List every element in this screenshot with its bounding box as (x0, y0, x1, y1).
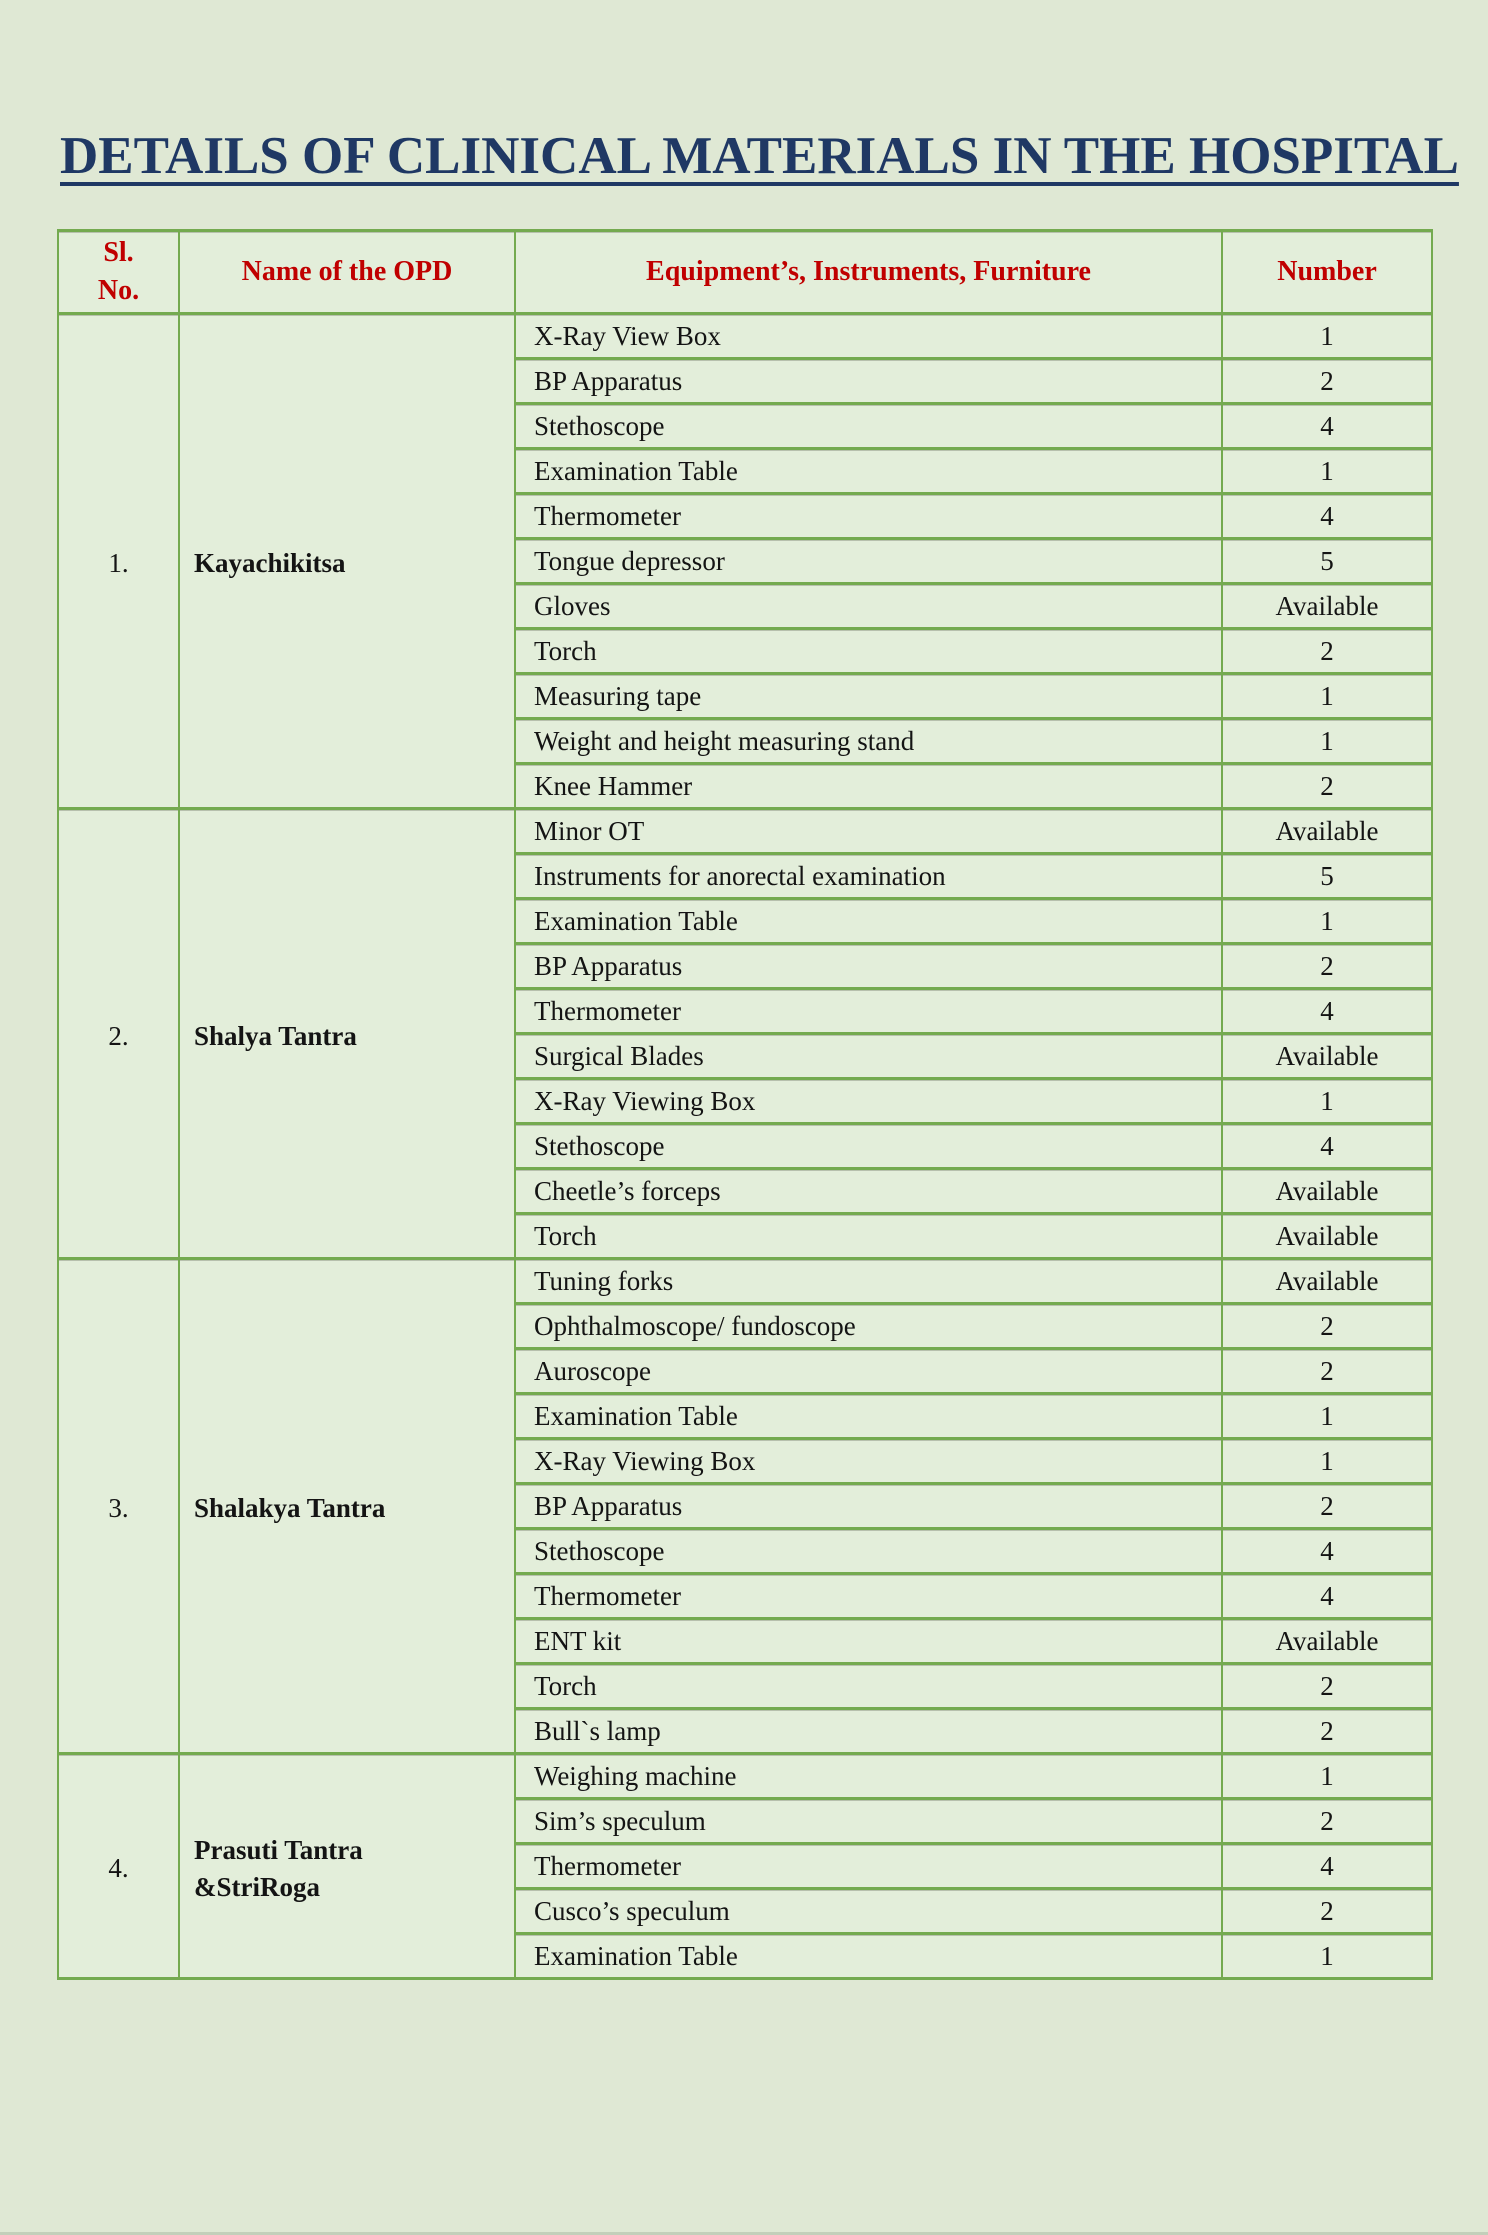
sl-no-cell: 3. (58, 1259, 179, 1754)
opd-name-line: Kayachikitsa (194, 548, 346, 579)
equipment-cell: Tongue depressor (515, 539, 1222, 584)
number-cell: 2 (1222, 359, 1432, 404)
equipment-cell: BP Apparatus (515, 1484, 1222, 1529)
number-cell: 4 (1222, 1574, 1432, 1619)
equipment-cell: X-Ray Viewing Box (515, 1079, 1222, 1124)
table-body (58, 314, 1432, 1979)
opd-name-cell (179, 314, 515, 809)
equipment-cell: X-Ray View Box (515, 314, 1222, 359)
equipment-cell: Thermometer (515, 989, 1222, 1034)
number-cell: 2 (1222, 1664, 1432, 1709)
equipment-cell: Measuring tape (515, 674, 1222, 719)
opd-name-cell (179, 1754, 515, 1979)
page-title: DETAILS OF CLINICAL MATERIALS IN THE HOSPITAL (60, 127, 1459, 185)
opd-name-cell (179, 809, 515, 1259)
number-cell: 1 (1222, 1439, 1432, 1484)
header-number: Number (1222, 231, 1432, 314)
number-cell: Available (1222, 1169, 1432, 1214)
number-cell: 4 (1222, 989, 1432, 1034)
opd-name-line: &StriRoga (194, 1871, 320, 1902)
equipment-cell: Stethoscope (515, 1529, 1222, 1574)
equipment-cell: Thermometer (515, 494, 1222, 539)
number-cell: Available (1222, 1214, 1432, 1259)
table-row (58, 1754, 1432, 1799)
number-cell: 2 (1222, 764, 1432, 809)
equipment-cell: Examination Table (515, 449, 1222, 494)
header-equipment: Equipment’s, Instruments, Furniture (515, 231, 1222, 314)
equipment-cell: BP Apparatus (515, 359, 1222, 404)
table-row (58, 314, 1432, 359)
number-cell: 1 (1222, 1754, 1432, 1799)
number-cell: 4 (1222, 494, 1432, 539)
equipment-cell: Weighing machine (515, 1754, 1222, 1799)
equipment-cell: Torch (515, 1214, 1222, 1259)
number-cell: 2 (1222, 1304, 1432, 1349)
equipment-cell: Stethoscope (515, 404, 1222, 449)
number-cell: 1 (1222, 1079, 1432, 1124)
equipment-cell: Gloves (515, 584, 1222, 629)
equipment-cell: Thermometer (515, 1844, 1222, 1889)
number-cell: 5 (1222, 539, 1432, 584)
equipment-cell: Examination Table (515, 899, 1222, 944)
header-sl-no (58, 231, 179, 314)
number-cell: Available (1222, 1034, 1432, 1079)
equipment-cell: Knee Hammer (515, 764, 1222, 809)
equipment-cell: X-Ray Viewing Box (515, 1439, 1222, 1484)
number-cell: 1 (1222, 899, 1432, 944)
sl-no-cell: 1. (58, 314, 179, 809)
opd-name-line: Shalya Tantra (194, 1020, 357, 1051)
clinical-materials-table (57, 229, 1433, 1980)
number-cell: 2 (1222, 1889, 1432, 1934)
sl-no-cell: 4. (58, 1754, 179, 1979)
number-cell: 2 (1222, 1349, 1432, 1394)
equipment-cell: Torch (515, 1664, 1222, 1709)
number-cell: 1 (1222, 719, 1432, 764)
number-cell: 1 (1222, 314, 1432, 359)
equipment-cell: Ophthalmoscope/ fundoscope (515, 1304, 1222, 1349)
number-cell: 2 (1222, 944, 1432, 989)
equipment-cell: Minor OT (515, 809, 1222, 854)
equipment-cell: Instruments for anorectal examination (515, 854, 1222, 899)
number-cell: Available (1222, 1259, 1432, 1304)
equipment-cell: BP Apparatus (515, 944, 1222, 989)
equipment-cell: Sim’s speculum (515, 1799, 1222, 1844)
equipment-cell: Cheetle’s forceps (515, 1169, 1222, 1214)
number-cell: 2 (1222, 1484, 1432, 1529)
equipment-cell: Weight and height measuring stand (515, 719, 1222, 764)
number-cell: Available (1222, 809, 1432, 854)
opd-name-line: Shalakya Tantra (194, 1493, 386, 1524)
opd-name-cell (179, 1259, 515, 1754)
equipment-cell: Stethoscope (515, 1124, 1222, 1169)
number-cell: Available (1222, 584, 1432, 629)
equipment-cell: Bull`s lamp (515, 1709, 1222, 1754)
equipment-cell: Torch (515, 629, 1222, 674)
equipment-cell: Surgical Blades (515, 1034, 1222, 1079)
number-cell: 2 (1222, 1799, 1432, 1844)
table-row (58, 1259, 1432, 1304)
header-sl-line1: Sl. (103, 237, 134, 269)
number-cell: 4 (1222, 1844, 1432, 1889)
equipment-cell: Auroscope (515, 1349, 1222, 1394)
header-opd-name: Name of the OPD (179, 231, 515, 314)
number-cell: 1 (1222, 449, 1432, 494)
equipment-cell: Cusco’s speculum (515, 1889, 1222, 1934)
number-cell: 2 (1222, 629, 1432, 674)
sl-no-cell: 2. (58, 809, 179, 1259)
number-cell: 4 (1222, 1529, 1432, 1574)
number-cell: 1 (1222, 674, 1432, 719)
equipment-cell: Examination Table (515, 1394, 1222, 1439)
number-cell: 1 (1222, 1934, 1432, 1979)
number-cell: 2 (1222, 1709, 1432, 1754)
opd-name-line: Prasuti Tantra (194, 1835, 363, 1866)
number-cell: 4 (1222, 404, 1432, 449)
number-cell: 1 (1222, 1394, 1432, 1439)
equipment-cell: ENT kit (515, 1619, 1222, 1664)
equipment-cell: Examination Table (515, 1934, 1222, 1979)
header-sl-line2: No. (97, 275, 140, 306)
table-row (58, 809, 1432, 854)
number-cell: 4 (1222, 1124, 1432, 1169)
equipment-cell: Thermometer (515, 1574, 1222, 1619)
table-header-row (58, 231, 1432, 314)
number-cell: 5 (1222, 854, 1432, 899)
equipment-cell: Tuning forks (515, 1259, 1222, 1304)
number-cell: Available (1222, 1619, 1432, 1664)
